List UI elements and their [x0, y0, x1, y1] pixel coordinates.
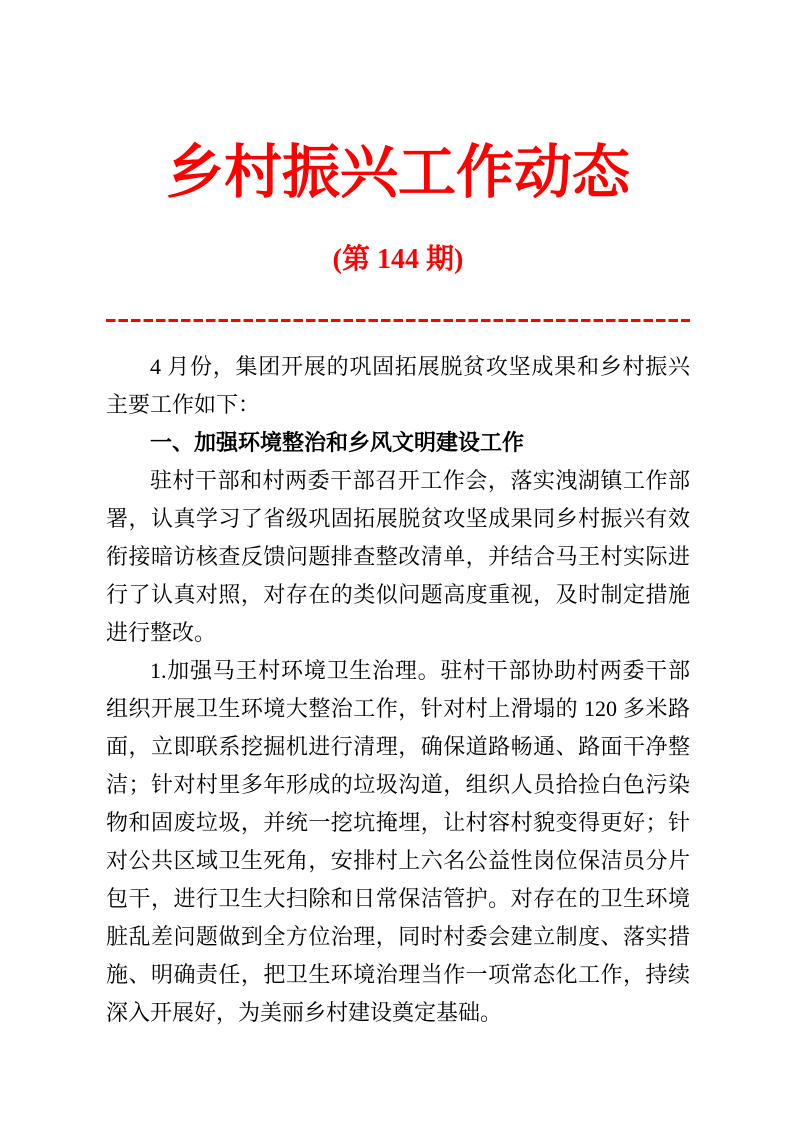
body-paragraph: 1.加强马王村环境卫生治理。驻村干部协助村两委干部组织开展卫生环境大整治工作，针对村上滑塌的 120 多米路面，立即联系挖掘机进行清理，确保道路畅通、路面干净整洁；针对村里多年形成的垃圾沟道，组织人员拾捡白色污染物和固废垃圾，并统一挖坑掩埋，让村容村貌变得更好；针对公共区域卫生死角，安排村上六名公益性岗位保洁员分片包干，进行卫生大扫除和日常保洁管护。对存在的卫生环境脏乱差问题做到全方位治理，同时村委会建立制度、落实措施、明确责任，把卫生环境治理当作一项常态化工作，持续深入开展好，为美丽乡村建设奠定基础。 [106, 658, 690, 1025]
issue-number: (第 144 期) [332, 244, 464, 275]
document-body [106, 348, 690, 1032]
intro-paragraph: 4 月份，集团开展的巩固拓展脱贫攻坚成果和乡村振兴主要工作如下： [106, 354, 690, 417]
document-title: 乡村振兴工作动态 [165, 140, 630, 205]
section-1-heading: 一、加强环境整治和乡风文明建设工作 [150, 430, 525, 455]
red-dashed-divider [106, 319, 690, 322]
body-paragraph: 驻村干部和村两委干部召开工作会，落实洩湖镇工作部署，认真学习了省级巩固拓展脱贫攻坚成果同乡村振兴有效衔接暗访核查反馈问题排查整改清单，并结合马王村实际进行了认真对照，对存在的类似问题高度重视，及时制定措施进行整改。 [106, 468, 690, 645]
